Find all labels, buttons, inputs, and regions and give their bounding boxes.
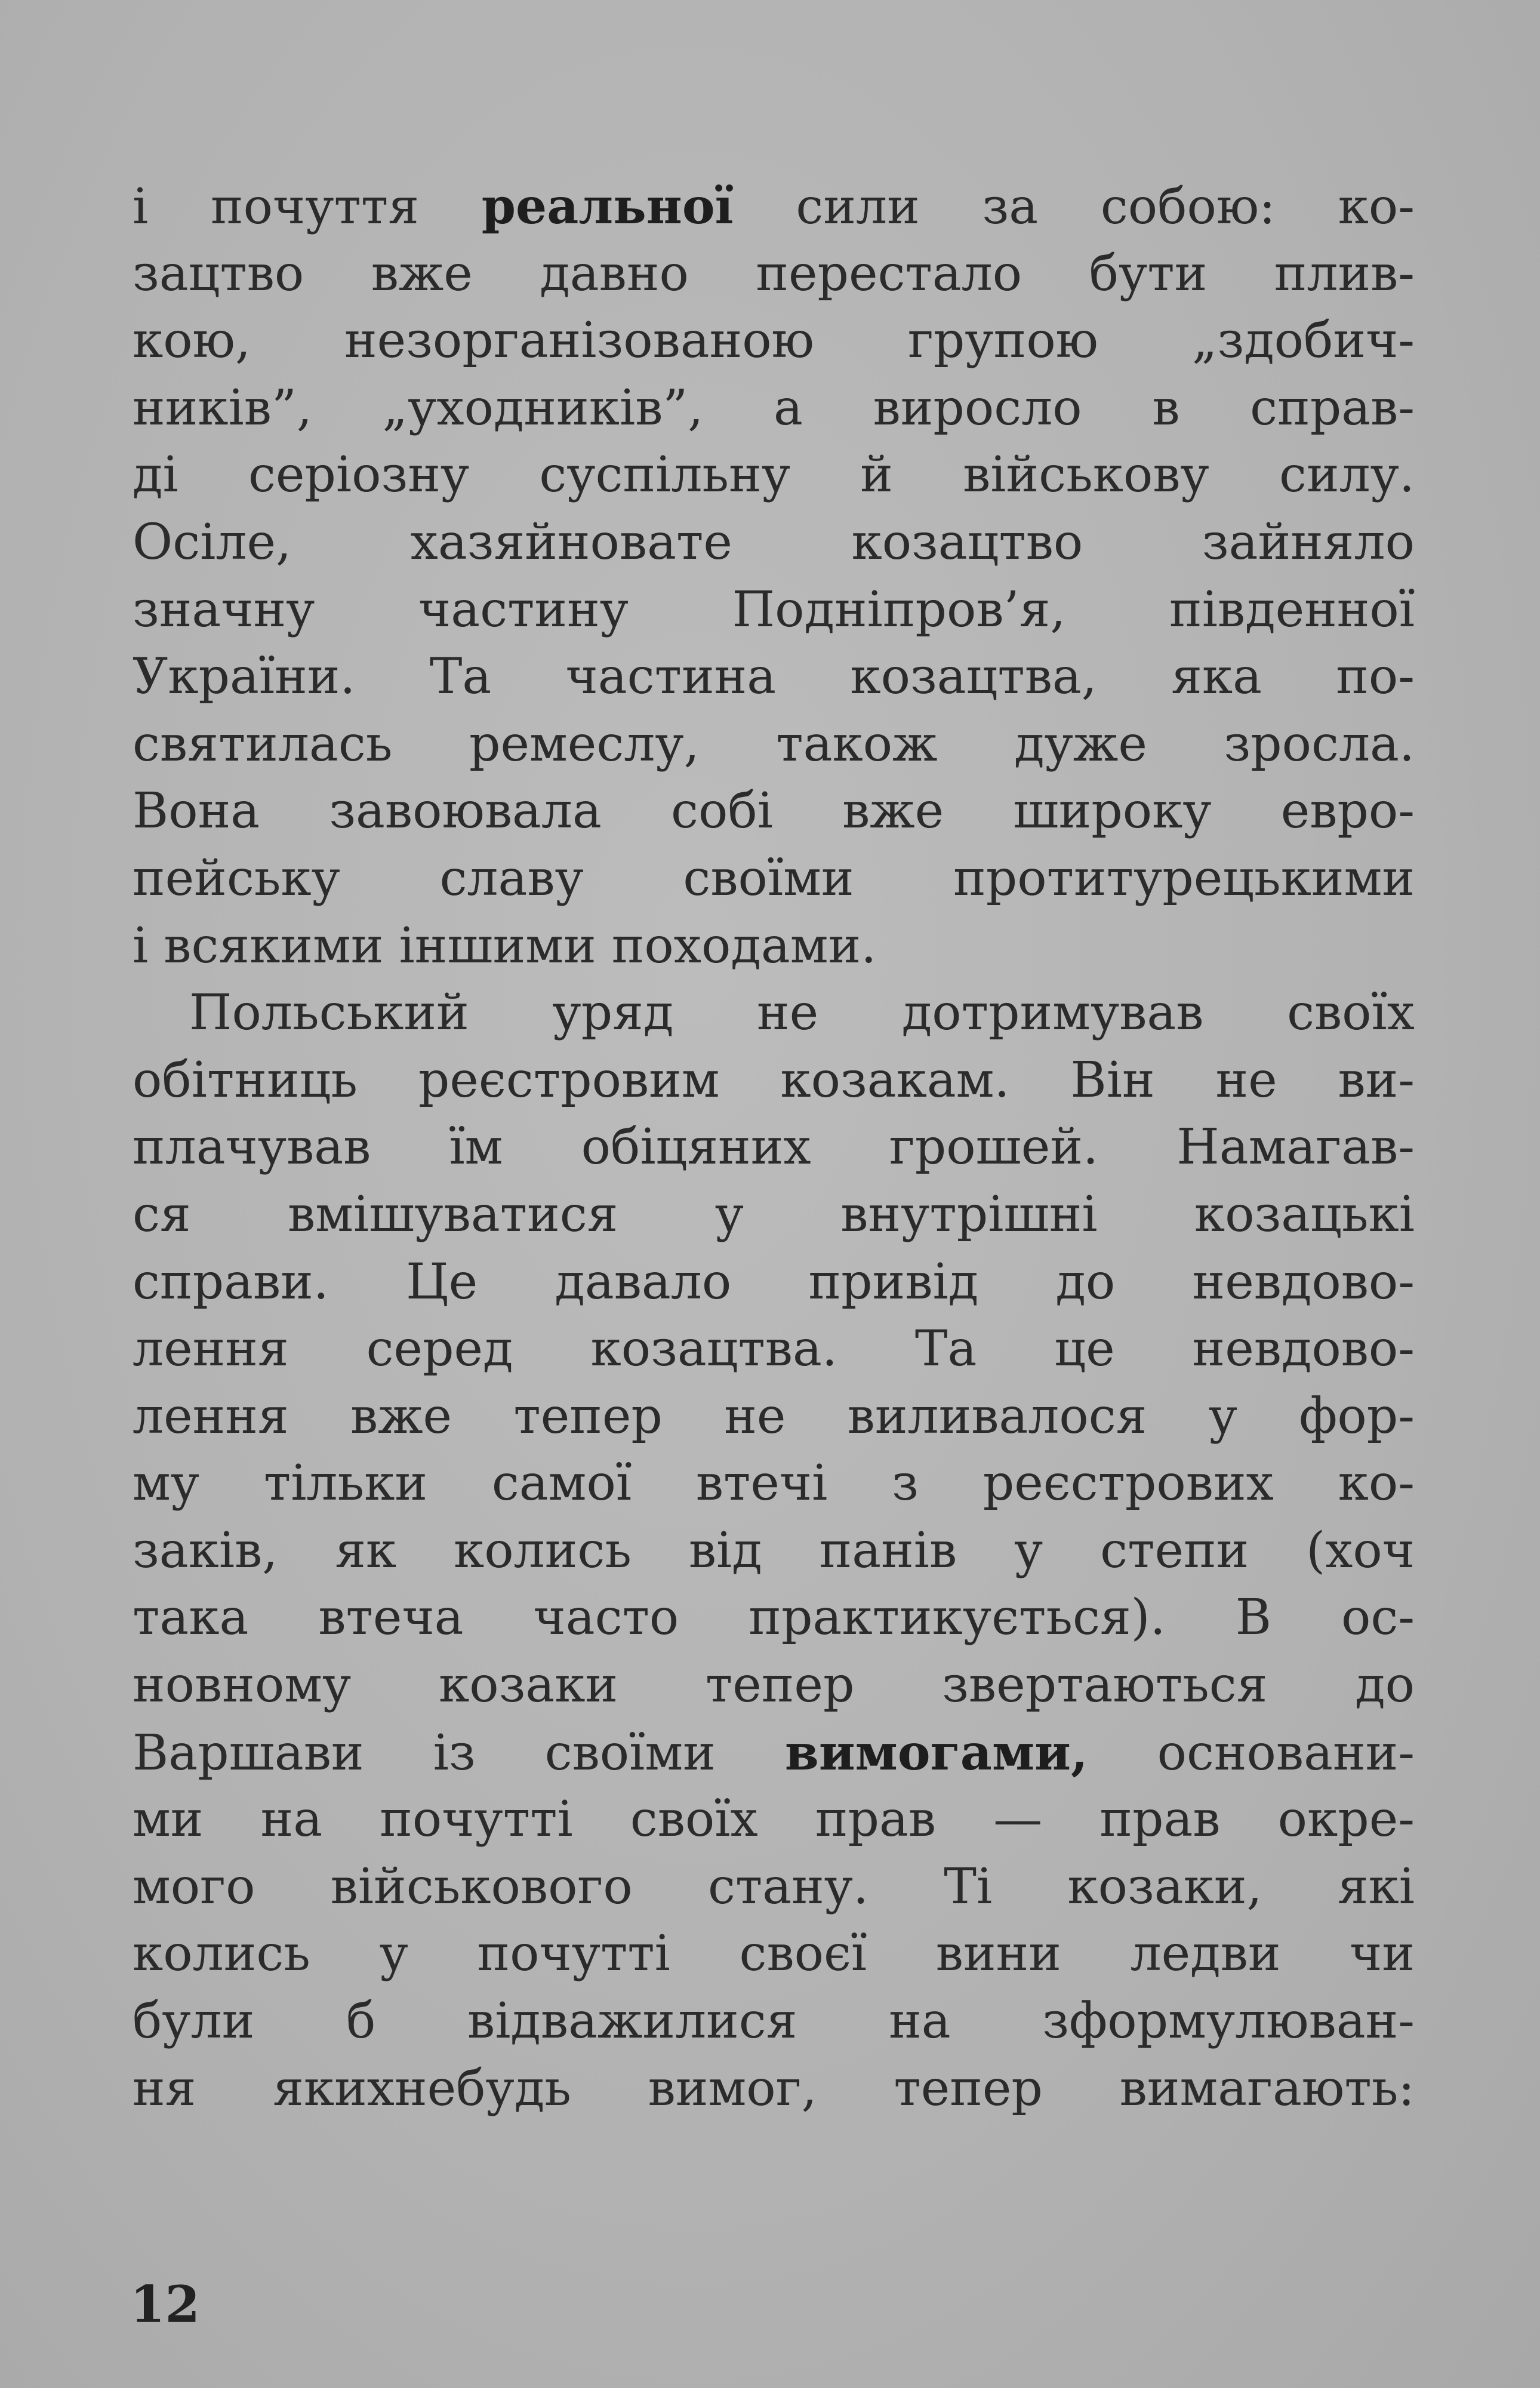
text-run: заків, як колись від панів у степи (хоч <box>133 1522 1415 1579</box>
text-run: ді серіозну суспільну й військову силу. <box>133 447 1415 504</box>
text-run: му тільки самої втечі з реєстрових ко- <box>133 1455 1415 1512</box>
paragraph <box>133 980 1415 2122</box>
text-line <box>133 913 1415 980</box>
text-line <box>133 1450 1415 1518</box>
text-line <box>133 711 1415 778</box>
text-run: ми на почутті своїх прав — прав окре- <box>133 1791 1415 1848</box>
text-run: були б відважилися на зформулюван- <box>133 1993 1415 2050</box>
text-line <box>133 1383 1415 1451</box>
text-line <box>133 1114 1415 1181</box>
text-line <box>133 442 1415 509</box>
text-run: ня якихнебудь вимог, тепер вимагають: <box>133 2060 1415 2117</box>
text-run: сили за собою: ко- <box>733 179 1415 235</box>
text-line <box>133 173 1415 241</box>
text-line <box>133 2055 1415 2123</box>
text-line <box>133 1988 1415 2055</box>
text-run: пейську славу своїми протитурецькими <box>133 850 1415 907</box>
text-run: святилась ремеслу, також дуже зросла. <box>133 715 1415 773</box>
text-run: ників”, „уходників”, а виросло в справ- <box>133 379 1415 436</box>
paragraph <box>133 173 1415 980</box>
text-line <box>133 980 1415 1047</box>
page-number: 12 <box>130 2275 200 2334</box>
text-run: ся вмішуватися у внутрішні козацькі <box>133 1186 1415 1243</box>
text-run: і почуття <box>133 179 482 235</box>
text-line <box>133 375 1415 442</box>
text-run: обітниць реєстровим козакам. Він не ви- <box>133 1051 1415 1109</box>
text-run: плачував їм обіцяних грошей. Намагав- <box>133 1119 1415 1176</box>
text-line <box>133 1719 1415 1787</box>
text-line <box>133 1316 1415 1383</box>
text-line <box>133 509 1415 577</box>
text-run: Польський уряд не дотримував своїх <box>189 984 1415 1042</box>
text-run: мого військового стану. Ті козаки, які <box>133 1858 1415 1915</box>
text-run: значну частину Подніпров’я, південної <box>133 581 1415 638</box>
text-line <box>133 1584 1415 1652</box>
text-line <box>133 577 1415 644</box>
text-run: така втеча часто практикується). В ос- <box>133 1589 1415 1647</box>
text-run: новному козаки тепер звертаються до <box>133 1657 1415 1714</box>
text-run: лення вже тепер не виливалося у фор- <box>133 1387 1415 1445</box>
text-run: основани- <box>1088 1724 1415 1781</box>
text-line <box>133 778 1415 845</box>
text-run: кою, незорганізованою групою „здобич- <box>133 312 1415 370</box>
text-line <box>133 307 1415 375</box>
text-line <box>133 1518 1415 1585</box>
text-line <box>133 644 1415 711</box>
text-run: Вона завоювала собі вже широку евро- <box>133 783 1415 840</box>
text-line <box>133 1249 1415 1316</box>
text-line <box>133 1181 1415 1249</box>
text-run: зацтво вже давно перестало бути плив- <box>133 245 1415 302</box>
text-line <box>133 1047 1415 1115</box>
text-run: Осіле, хазяйновате козацтво зайняло <box>133 513 1415 571</box>
text-line <box>133 1652 1415 1719</box>
text-run: лення серед козацтва. Та це невдово- <box>133 1321 1415 1378</box>
text-line <box>133 1921 1415 1988</box>
bold-text: вимогами, <box>784 1724 1088 1781</box>
text-line <box>133 845 1415 913</box>
text-line <box>133 1854 1415 1921</box>
text-run: Варшави із своїми <box>133 1724 785 1781</box>
text-run: справи. Це давало привід до невдово- <box>133 1253 1415 1310</box>
text-run: і всякими іншими походами. <box>133 917 877 974</box>
body-text <box>133 173 1415 2122</box>
text-run: колись у почутті своєї вини ледви чи <box>133 1925 1415 1983</box>
text-run: України. Та частина козацтва, яка по- <box>133 648 1415 706</box>
text-line <box>133 241 1415 308</box>
bold-text: реальної <box>481 178 734 235</box>
text-line <box>133 1786 1415 1854</box>
